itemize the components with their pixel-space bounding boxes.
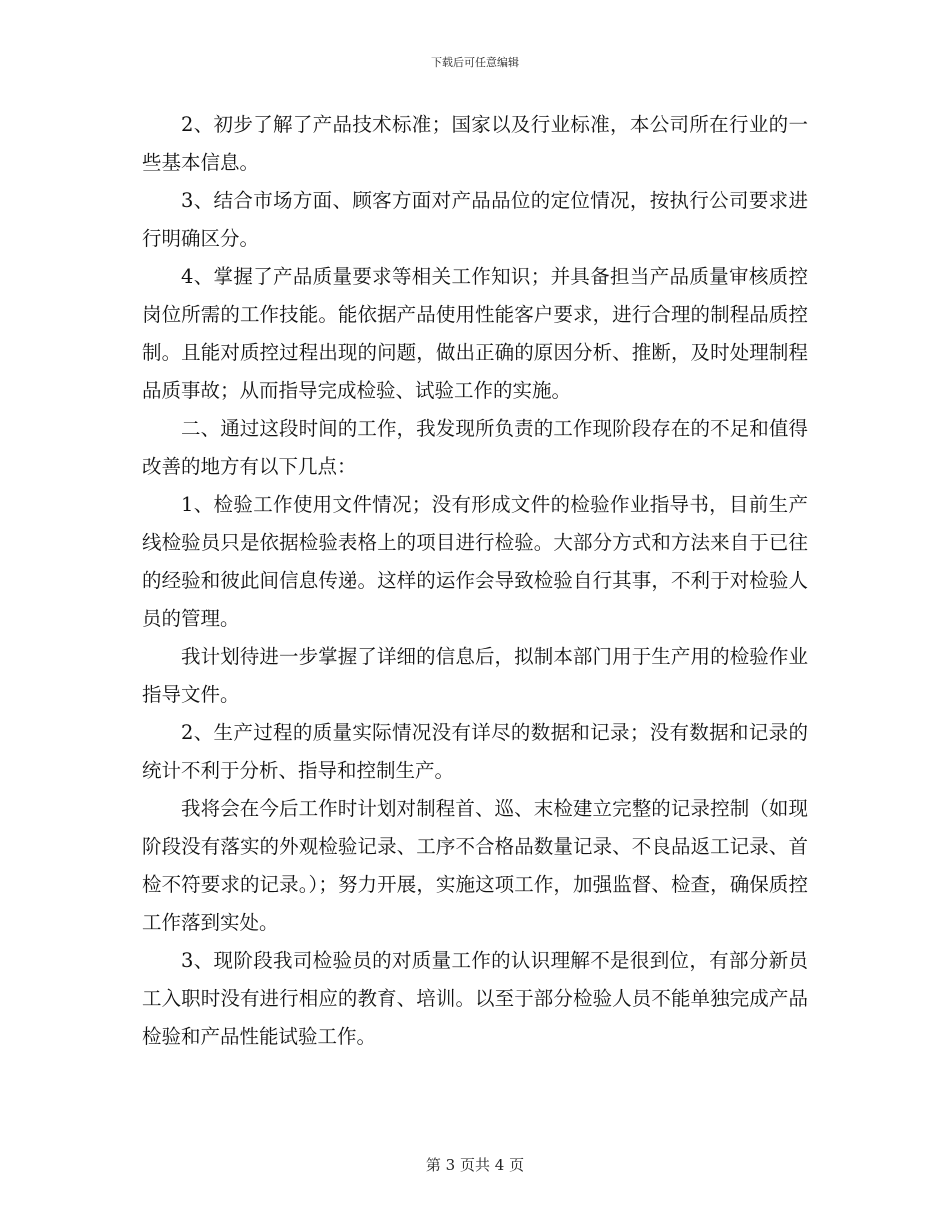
paragraph: 4、掌握了产品质量要求等相关工作知识；并具备担当产品质量审核质控岗位所需的工作技能。能依据产品使用性能客户要求，进行合理的制程品质控制。且能对质控过程出现的问题，做出正确的原因分析、推断，及时处理制程品质事故；从而指导完成检验、试验工作的实施。 [142, 265, 808, 402]
document-body [142, 106, 808, 1056]
paragraph: 2、初步了解了产品技术标准；国家以及行业标准，本公司所在行业的一些基本信息。 [142, 113, 808, 174]
paragraph: 3、结合市场方面、顾客方面对产品品位的定位情况，按执行公司要求进行明确区分。 [142, 189, 808, 250]
paragraph: 二、通过这段时间的工作，我发现所负责的工作现阶段存在的不足和值得改善的地方有以下几点： [142, 417, 808, 478]
paragraph: 2、生产过程的质量实际情况没有详尽的数据和记录；没有数据和记录的统计不利于分析、指导和控制生产。 [142, 721, 808, 782]
paragraph: 1、检验工作使用文件情况；没有形成文件的检验作业指导书，目前生产线检验员只是依据检验表格上的项目进行检验。大部分方式和方法来自于已往的经验和彼此间信息传递。这样的运作会导致检验自行其事，不利于对检验人员的管理。 [142, 493, 808, 630]
page-header: 下载后可任意编辑 [431, 56, 519, 69]
page-footer: 第 3 页共 4 页 [425, 1156, 525, 1174]
paragraph: 我将会在今后工作时计划对制程首、巡、末检建立完整的记录控制（如现阶段没有落实的外观检验记录、工序不合格品数量记录、不良品返工记录、首检不符要求的记录。）；努力开展，实施这项工作，加强监督、检查，确保质控工作落到实处。 [142, 797, 808, 934]
paragraph: 3、现阶段我司检验员的对质量工作的认识理解不是很到位，有部分新员工入职时没有进行相应的教育、培训。以至于部分检验人员不能单独完成产品检验和产品性能试验工作。 [142, 949, 808, 1048]
paragraph: 我计划待进一步掌握了详细的信息后，拟制本部门用于生产用的检验作业指导文件。 [142, 645, 808, 706]
